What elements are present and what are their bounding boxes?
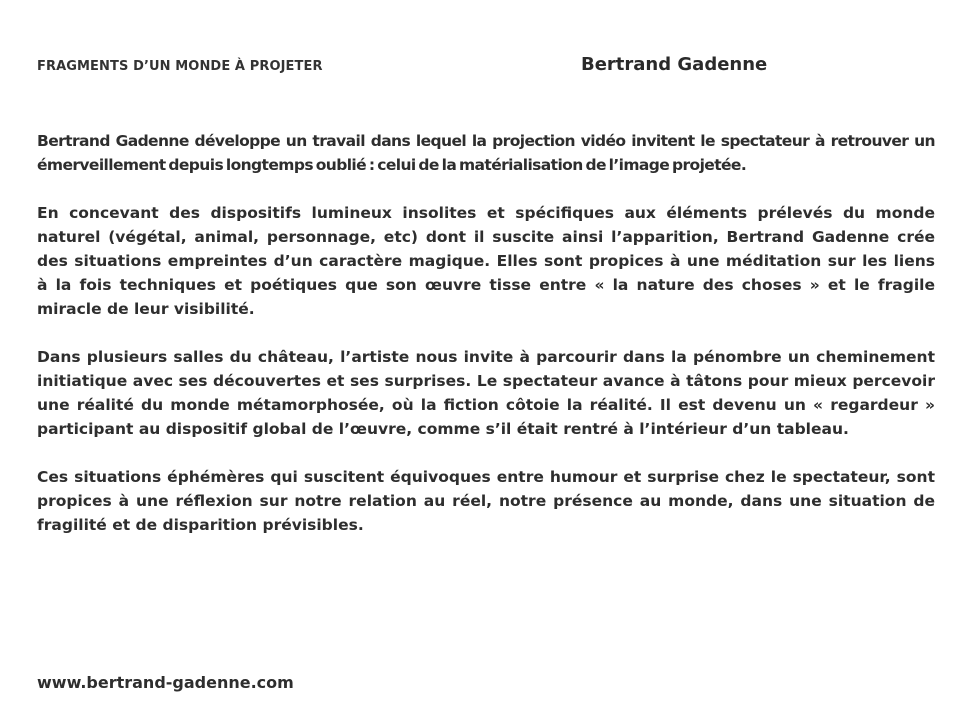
paragraph-situations: Ces situations éphémères qui suscitent équivoques entre humour et surprise chez le spectateur, sont propices à une réflexion sur notre relation au réel, notre présence au monde, dans une situation de fragilité et de disparition prévisibles. (37, 468, 935, 534)
artist-name: Bertrand Gadenne (581, 54, 768, 75)
page-header (37, 54, 937, 78)
paragraph-intro: Bertrand Gadenne développe un travail dans lequel la projection vidéo invitent le spectateur à retrouver un émerveillement depuis longtemps oublié : celui de la matérialisation de l’image projetée. (37, 132, 935, 174)
section-title: FRAGMENTS D’UN MONDE À PROJETER (37, 59, 323, 74)
body-text (37, 129, 935, 561)
paragraph-chateau: Dans plusieurs salles du château, l’artiste nous invite à parcourir dans la pénombre un cheminement initiatique avec ses découvertes et ses surprises. Le spectateur avance à tâtons pour mieux percevoir une réalité du monde métamorphosée, où la fiction côtoie la réalité. Il est devenu un « regardeur » participant au dispositif global de l’œuvre, comme s’il était rentré à l’intérieur d’un tableau. (37, 348, 935, 438)
paragraph-devices: En concevant des dispositifs lumineux insolites et spécifiques aux éléments prélevés du monde naturel (végétal, animal, personnage, etc) dont il suscite ainsi l’apparition, Bertrand Gadenne crée des situations empreintes d’un caractère magique. Elles sont propices à une méditation sur les liens à la fois techniques et poétiques que son œuvre tisse entre « la nature des choses » et le fragile miracle de leur visibilité. (37, 204, 935, 318)
website-link[interactable]: www.bertrand-gadenne.com (37, 673, 294, 692)
